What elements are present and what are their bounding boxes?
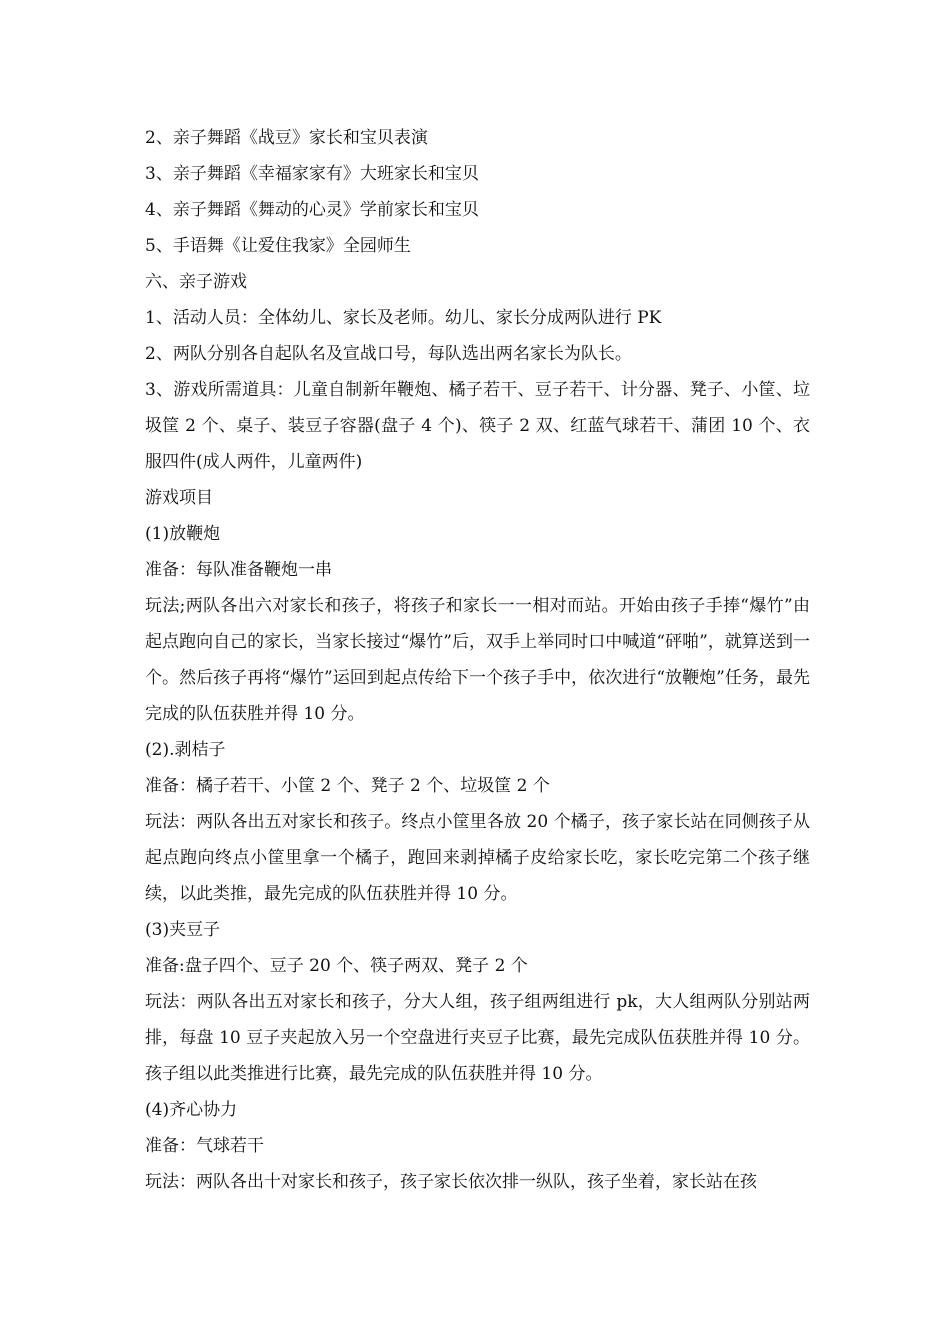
paragraph-item-dance-zhandou: 2、亲子舞蹈《战豆》家长和宝贝表演	[145, 128, 428, 148]
game-prep-pick-beans: 准备:盘子四个、豆子 20 个、筷子两双、凳子 2 个	[145, 956, 528, 976]
game-rules-firecrackers: 玩法;两队各出六对家长和孩子，将孩子和家长一一相对而站。开始由孩子手捧“爆竹”由起点跑向自己的家长，当家长接过“爆竹”后，双手上举同时口中喊道“砰啪”，就算送到一个。然后孩子再将“爆竹”运回到起点传给下一个孩子手中，依次进行“放鞭炮”任务，最先完成的队伍获胜并得 10 分。	[145, 596, 810, 724]
game-title-peel-oranges: (2).剥桔子	[145, 740, 226, 760]
paragraph-team-names: 2、两队分别各自起队名及宣战口号，每队选出两名家长为队长。	[145, 344, 632, 364]
paragraph-item-dance-xingfu: 3、亲子舞蹈《幸福家家有》大班家长和宝贝	[145, 164, 479, 184]
game-rules-pick-beans: 玩法：两队各出五对家长和孩子，分大人组，孩子组两组进行 pk，大人组两队分别站两排，每盘 10 豆子夹起放入另一个空盘进行夹豆子比赛，最先完成队伍获胜并得 10 分。孩子组以此类推进行比赛，最先完成的队伍获胜并得 10 分。	[145, 992, 810, 1084]
paragraph-item-sign-dance: 5、手语舞《让爱住我家》全园师生	[145, 236, 411, 256]
paragraph-props: 3、游戏所需道具：儿童自制新年鞭炮、橘子若干、豆子若干、计分器、凳子、小筐、垃圾筐 2 个、桌子、装豆子容器(盘子 4 个)、筷子 2 双、红蓝气球若干、蒲团 10 个、衣服四件(成人两件，儿童两件)	[145, 380, 810, 472]
section-heading-parent-child-games: 六、亲子游戏	[145, 272, 247, 292]
game-title-firecrackers: (1)放鞭炮	[145, 524, 221, 544]
game-title-pick-beans: (3)夹豆子	[145, 920, 221, 940]
document-body	[145, 120, 810, 1200]
game-title-teamwork: (4)齐心协力	[145, 1100, 238, 1120]
paragraph-participants: 1、活动人员：全体幼儿、家长及老师。幼儿、家长分成两队进行 PK	[145, 308, 662, 328]
game-rules-peel-oranges: 玩法：两队各出五对家长和孩子。终点小筐里各放 20 个橘子，孩子家长站在同侧孩子从起点跑向终点小筐里拿一个橘子，跑回来剥掉橘子皮给家长吃，家长吃完第二个孩子继续，以此类推，最先完成的队伍获胜并得 10 分。	[145, 812, 810, 904]
game-prep-firecrackers: 准备：每队准备鞭炮一串	[145, 560, 332, 580]
game-rules-teamwork: 玩法：两队各出十对家长和孩子，孩子家长依次排一纵队，孩子坐着，家长站在孩	[145, 1172, 757, 1192]
game-prep-peel-oranges: 准备：橘子若干、小筐 2 个、凳子 2 个、垃圾筐 2 个	[145, 776, 550, 796]
subheading-game-items: 游戏项目	[145, 488, 213, 508]
game-prep-teamwork: 准备：气球若干	[145, 1136, 264, 1156]
paragraph-item-dance-wudong: 4、亲子舞蹈《舞动的心灵》学前家长和宝贝	[145, 200, 479, 220]
